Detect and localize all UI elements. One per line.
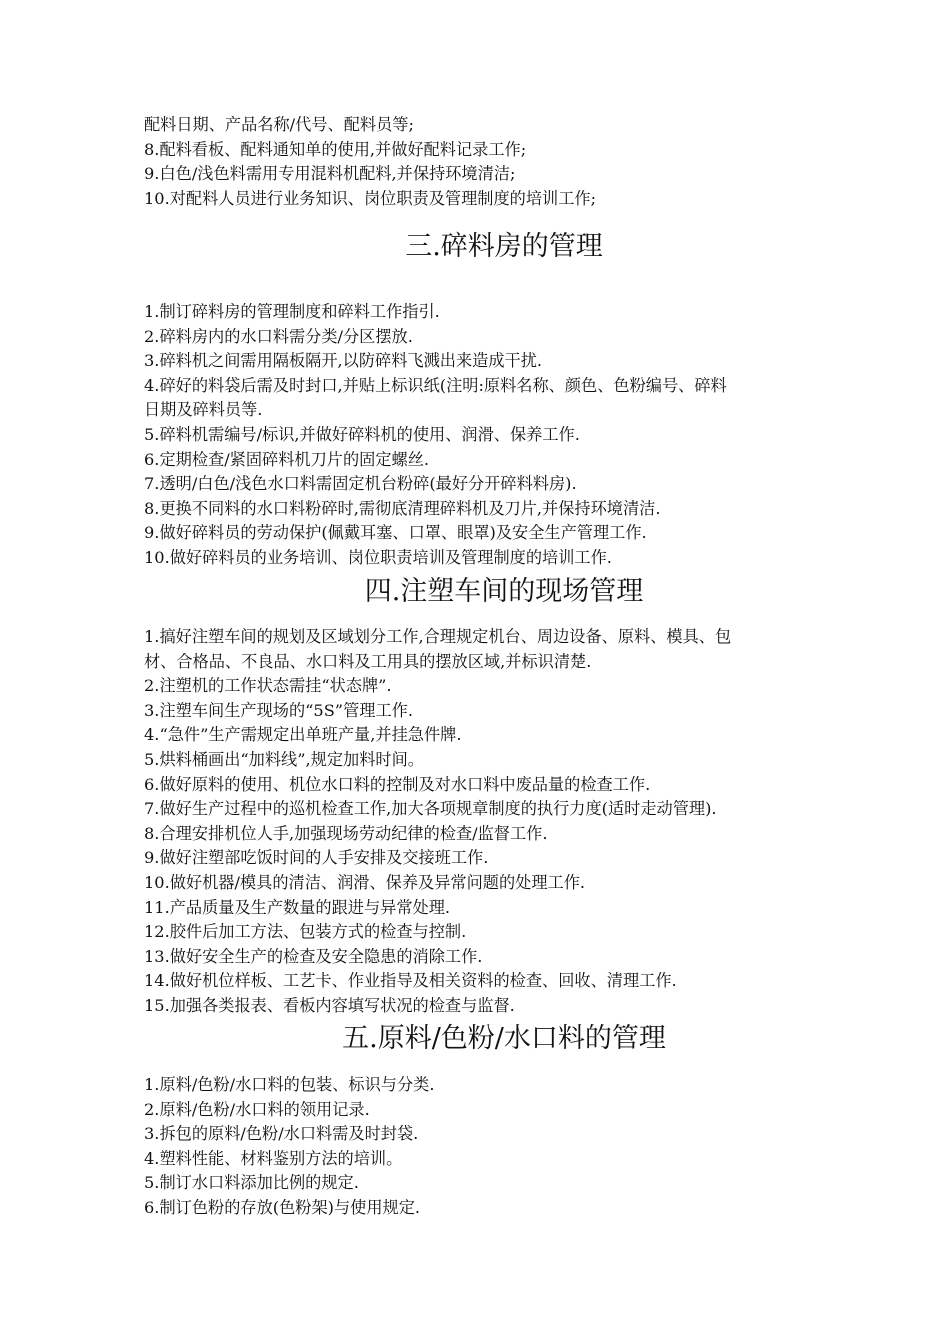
section5-title: 五.原料/色粉/水口料的管理 <box>342 1023 666 1054</box>
intro-line: 9.白色/浅色料需用专用混料机配料,并保持环境清洁; <box>144 164 516 184</box>
list-item: 2.原料/色粉/水口料的领用记录. <box>144 1099 370 1119</box>
list-item: 材、合格品、不良品、水口料及工用具的摆放区域,并标识清楚. <box>144 651 592 671</box>
list-item: 1.制订碎料房的管理制度和碎料工作指引. <box>144 302 440 321</box>
list-item: 3.注塑车间生产现场的“5S”管理工作. <box>144 700 413 720</box>
list-item: 9.做好注塑部吃饭时间的人手安排及交接班工作. <box>144 848 489 868</box>
list-item: 6.做好原料的使用、机位水口料的控制及对水口料中废品量的检查工作. <box>144 774 651 794</box>
section5-list <box>144 1073 864 1221</box>
section4-title: 四.注塑车间的现场管理 <box>364 576 644 607</box>
list-item: 4.碎好的料袋后需及时封口,并贴上标识纸(注明:原料名称、颜色、色粉编号、碎料 <box>144 375 727 395</box>
intro-line: 配料日期、产品名称/代号、配料员等; <box>144 115 414 134</box>
intro-block <box>144 113 864 211</box>
section3-title: 三.碎料房的管理 <box>405 231 603 262</box>
list-item: 5.制订水口料添加比例的规定. <box>144 1173 359 1193</box>
list-item: 日期及碎料员等. <box>144 400 263 420</box>
list-item: 10.做好机器/模具的清洁、润滑、保养及异常问题的处理工作. <box>144 872 586 892</box>
intro-line: 10.对配料人员进行业务知识、岗位职责及管理制度的培训工作; <box>144 188 597 208</box>
list-item: 14.做好机位样板、工艺卡、作业指导及相关资料的检查、回收、清理工作. <box>144 971 677 991</box>
list-item: 15.加强各类报表、看板内容填写状况的检查与监督. <box>144 995 515 1015</box>
list-item: 7.透明/白色/浅色水口料需固定机台粉碎(最好分开碎料料房). <box>144 474 577 494</box>
list-item: 5.烘料桶画出“加料线”,规定加料时间。 <box>144 749 424 769</box>
intro-line: 8.配料看板、配料通知单的使用,并做好配料记录工作; <box>144 139 527 159</box>
list-item: 6.定期检查/紧固碎料机刀片的固定螺丝. <box>144 449 430 469</box>
list-item: 13.做好安全生产的检查及安全隐患的消除工作. <box>144 946 483 966</box>
section4-list <box>144 625 864 1019</box>
list-item: 2.注塑机的工作状态需挂“状态牌”. <box>144 676 392 696</box>
list-item: 1.原料/色粉/水口料的包装、标识与分类. <box>144 1075 435 1094</box>
list-item: 8.合理安排机位人手,加强现场劳动纪律的检查/监督工作. <box>144 823 548 843</box>
list-item: 3.拆包的原料/色粉/水口料需及时封袋. <box>144 1124 419 1144</box>
list-item: 2.碎料房内的水口料需分类/分区摆放. <box>144 326 413 346</box>
list-item: 8.更换不同料的水口料粉碎时,需彻底清理碎料机及刀片,并保持环境清洁. <box>144 498 661 518</box>
list-item: 12.胶件后加工方法、包装方式的检查与控制. <box>144 922 467 942</box>
list-item: 11.产品质量及生产数量的跟进与异常处理. <box>144 897 451 917</box>
list-item: 1.搞好注塑车间的规划及区域划分工作,合理规定机台、周边设备、原料、模具、包 <box>144 627 732 646</box>
list-item: 6.制订色粉的存放(色粉架)与使用规定. <box>144 1197 421 1217</box>
list-item: 4.“急件”生产需规定出单班产量,并挂急件牌. <box>144 725 462 745</box>
list-item: 4.塑料性能、材料鉴别方法的培训。 <box>144 1148 403 1168</box>
list-item: 7.做好生产过程中的巡机检查工作,加大各项规章制度的执行力度(适时走动管理). <box>144 799 717 819</box>
list-item: 5.碎料机需编号/标识,并做好碎料机的使用、润滑、保养工作. <box>144 424 580 444</box>
list-item: 10.做好碎料员的业务培训、岗位职责培训及管理制度的培训工作. <box>144 547 612 567</box>
section3-list <box>144 300 864 571</box>
list-item: 3.碎料机之间需用隔板隔开,以防碎料飞溅出来造成干扰. <box>144 351 543 371</box>
list-item: 9.做好碎料员的劳动保护(佩戴耳塞、口罩、眼罩)及安全生产管理工作. <box>144 523 647 543</box>
